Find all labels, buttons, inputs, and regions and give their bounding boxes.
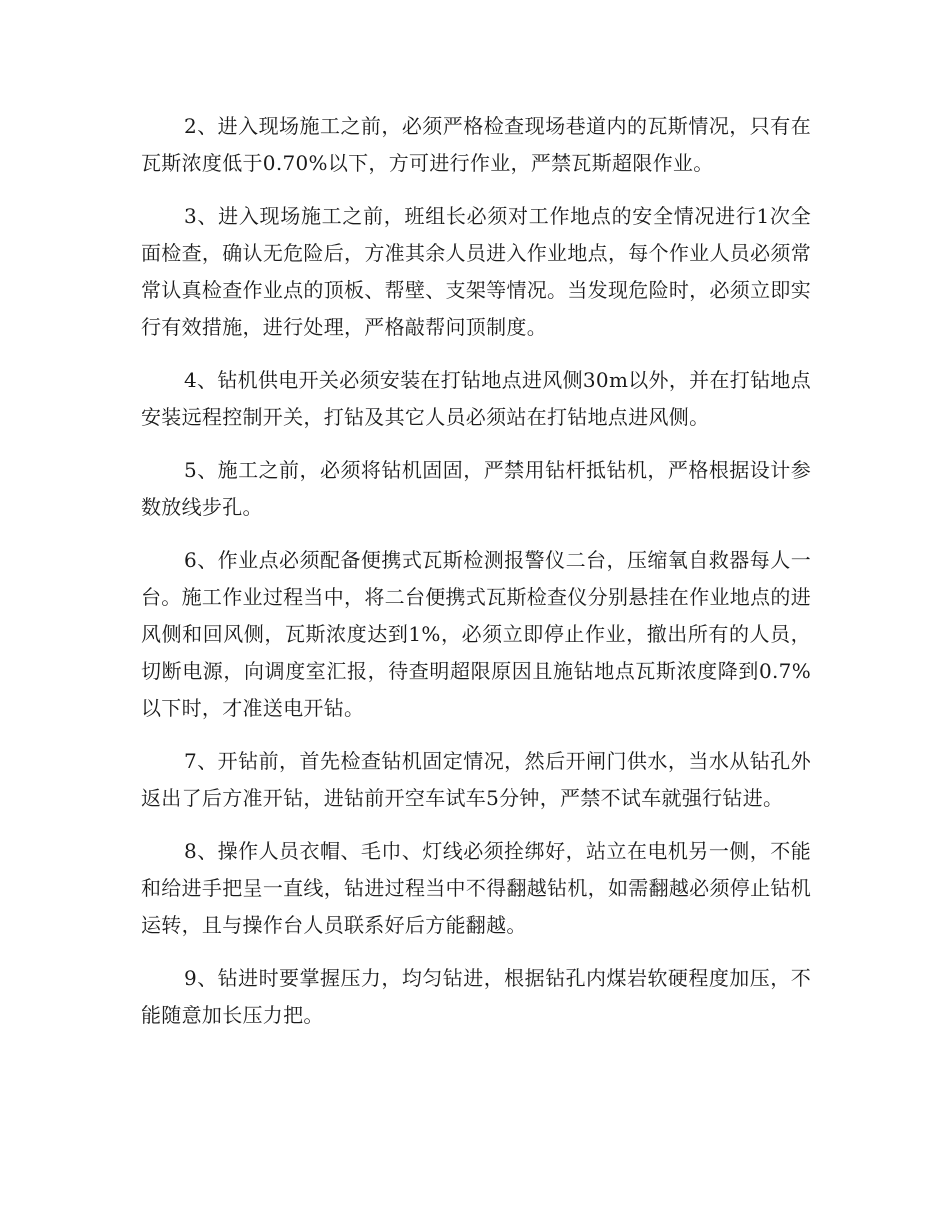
- document-body: [141, 108, 811, 1050]
- paragraph-item-8: 8、操作人员衣帽、毛巾、灯线必须拴绑好，站立在电机另一侧，不能和给进手把呈一直线，钻进过程当中不得翻越钻机，如需翻越必须停止钻机运转，且与操作台人员联系好后方能翻越。: [141, 839, 811, 937]
- paragraph-item-6: 6、作业点必须配备便携式瓦斯检测报警仪二台，压缩氧自救器每人一台。施工作业过程当中，将二台便携式瓦斯检查仪分别悬挂在作业地点的进风侧和回风侧，瓦斯浓度达到1%，必须立即停止作业，撤出所有的人员，切断电源，向调度室汇报，待查明超限原因且施钻地点瓦斯浓度降到0.7%以下时，才准送电开钻。: [141, 548, 811, 720]
- paragraph-item-5: 5、施工之前，必须将钻机固固，严禁用钻杆抵钻机，严格根据设计参数放线步孔。: [141, 458, 811, 519]
- paragraph-item-9: 9、钻进时要掌握压力，均匀钻进，根据钻孔内煤岩软硬程度加压，不能随意加长压力把。: [141, 966, 811, 1027]
- paragraph-item-4: 4、钻机供电开关必须安装在打钻地点进风侧30m以外，并在打钻地点安装远程控制开关，打钻及其它人员必须站在打钻地点进风侧。: [141, 368, 811, 429]
- paragraph-item-7: 7、开钻前，首先检查钻机固定情况，然后开闸门供水，当水从钻孔外返出了后方准开钻，进钻前开空车试车5分钟，严禁不试车就强行钻进。: [141, 749, 811, 810]
- paragraph-item-2: 2、进入现场施工之前，必须严格检查现场巷道内的瓦斯情况，只有在瓦斯浓度低于0.70%以下，方可进行作业，严禁瓦斯超限作业。: [141, 114, 811, 175]
- paragraph-item-3: 3、进入现场施工之前，班组长必须对工作地点的安全情况进行1次全面检查，确认无危险后，方准其余人员进入作业地点，每个作业人员必须常常认真检查作业点的顶板、帮壁、支架等情况。当发现危险时，必须立即实行有效措施，进行处理，严格敲帮问顶制度。: [141, 204, 811, 339]
